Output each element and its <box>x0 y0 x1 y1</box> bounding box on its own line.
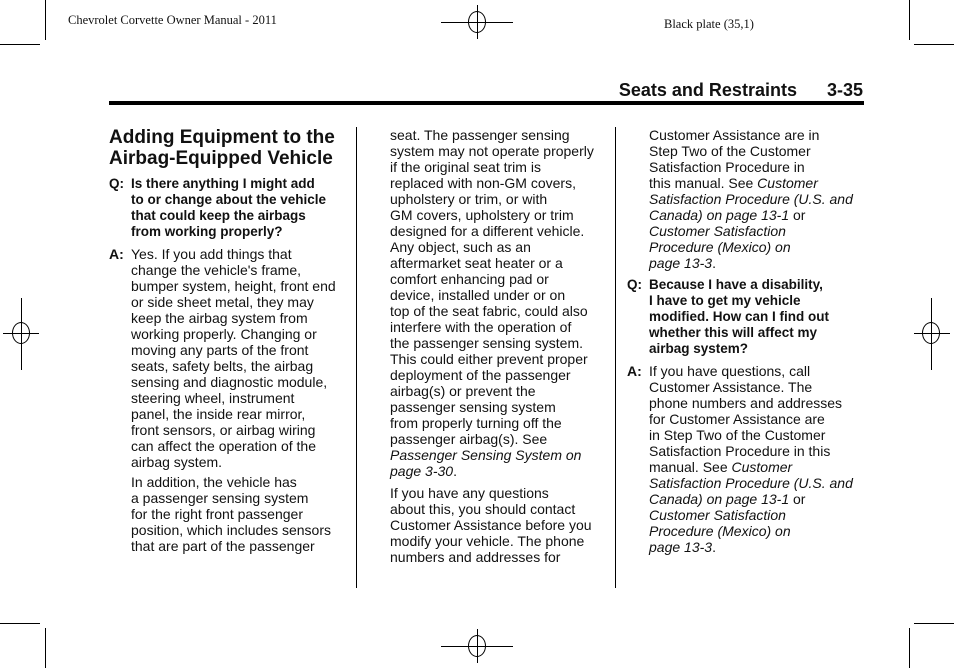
paragraph <box>109 474 354 554</box>
answer <box>109 246 354 470</box>
text-line: comfort enhancing pad or <box>390 271 549 287</box>
qa-label: Q: <box>109 176 124 191</box>
text-line: that could keep the airbags <box>131 208 306 223</box>
text-line: designed for a different vehicle. <box>390 223 585 239</box>
crop-mark <box>45 628 46 668</box>
section-heading <box>109 127 354 169</box>
text-line: working properly. Changing or <box>131 326 317 342</box>
qa-label: Q: <box>627 277 642 292</box>
text-line: Customer Assistance. The <box>649 379 813 395</box>
text-line: replaced with non-GM covers, <box>390 175 576 191</box>
heading-line: Airbag-Equipped Vehicle <box>109 148 333 169</box>
text-line: passenger airbag(s). See <box>390 431 548 447</box>
text-line: GM covers, upholstery or trim <box>390 207 574 223</box>
text-line: airbag system? <box>649 341 749 356</box>
text-line: I have to get my vehicle <box>649 293 801 308</box>
text-line: airbag system. <box>131 454 223 470</box>
page-number: 3-35 <box>826 80 863 100</box>
question <box>627 277 867 357</box>
text-line: aftermarket seat heater or a <box>390 255 563 271</box>
text-line <box>649 207 867 223</box>
qa-label: A: <box>627 363 642 379</box>
text-line: Any object, such as an <box>390 239 531 255</box>
column-divider <box>356 127 357 588</box>
text-line: deployment of the passenger <box>390 367 571 383</box>
text-line: seat. The passenger sensing <box>390 127 570 143</box>
text-line: bumper system, height, front end <box>131 278 336 294</box>
text-line: for Customer Assistance are <box>649 411 825 427</box>
text-line: from properly turning off the <box>390 415 562 431</box>
text-line: whether this will affect my <box>649 325 818 340</box>
text-line <box>649 539 867 555</box>
text-line <box>649 459 867 475</box>
text-line: that are part of the passenger <box>131 538 315 554</box>
crop-mark <box>914 623 954 624</box>
cross-reference-link[interactable]: Satisfaction Procedure (U.S. and <box>649 191 853 207</box>
text-segment: or <box>789 491 806 507</box>
text-line: about this, you should contact <box>390 501 576 517</box>
cross-reference-link[interactable]: Procedure (Mexico) on <box>649 239 791 255</box>
crop-mark <box>909 628 910 668</box>
text-line: Customer Assistance before you <box>390 517 592 533</box>
text-line: In addition, the vehicle has <box>131 474 297 490</box>
text-segment: . <box>453 463 457 479</box>
text-line: sensing and diagnostic module, <box>131 374 328 390</box>
plate-label: Black plate (35,1) <box>664 17 754 31</box>
heading-line: Adding Equipment to the <box>109 127 335 148</box>
qa-label: A: <box>109 246 124 262</box>
text-line: If you have any questions <box>390 485 549 501</box>
cross-reference-link[interactable]: Canada) on page 13-1 <box>649 207 790 223</box>
text-line: phone numbers and addresses <box>649 395 843 411</box>
text-line <box>649 223 867 239</box>
text-line: top of the seat fabric, could also <box>390 303 588 319</box>
text-line: system may not operate properly <box>390 143 594 159</box>
text-line <box>390 463 612 479</box>
text-line: seats, safety belts, the airbag <box>131 358 314 374</box>
text-line <box>649 239 867 255</box>
cross-reference-link[interactable]: Canada) on page 13-1 <box>649 491 790 507</box>
section-header <box>619 80 863 101</box>
text-line <box>649 491 867 507</box>
text-segment: or <box>789 207 806 223</box>
cross-reference-link[interactable]: Satisfaction Procedure (U.S. and <box>649 475 853 491</box>
text-line: steering wheel, instrument <box>131 390 295 406</box>
text-line: Satisfaction Procedure in this <box>649 443 831 459</box>
cross-reference-link[interactable]: Procedure (Mexico) on <box>649 523 791 539</box>
text-line <box>649 255 867 271</box>
text-line: or side sheet metal, they may <box>131 294 314 310</box>
cross-reference-link[interactable]: page 13-3 <box>649 539 713 555</box>
document-title: Chevrolet Corvette Owner Manual - 2011 <box>68 13 277 27</box>
column-2 <box>390 127 612 571</box>
cross-reference-link[interactable]: page 13-3 <box>649 255 713 271</box>
column-divider <box>615 127 616 588</box>
text-line: Is there anything I might add <box>131 176 315 191</box>
text-line: modified. How can I find out <box>649 309 829 324</box>
column-3 <box>627 127 867 561</box>
text-line: for the right front passenger <box>131 506 303 522</box>
cross-reference-link[interactable]: Customer Satisfaction <box>649 507 786 523</box>
text-line: Customer Assistance are in <box>649 127 820 143</box>
text-line: If you have questions, call <box>649 363 811 379</box>
text-line: position, which includes sensors <box>131 522 331 538</box>
cross-reference-link[interactable]: Passenger Sensing System on <box>390 447 582 463</box>
crop-mark <box>909 0 910 40</box>
text-line <box>649 175 867 191</box>
text-segment: . <box>712 539 716 555</box>
paragraph <box>390 127 612 479</box>
column-1 <box>109 127 354 560</box>
text-line: interfere with the operation of <box>390 319 572 335</box>
text-line: Satisfaction Procedure in <box>649 159 805 175</box>
cross-reference-link[interactable]: page 3-30 <box>390 463 454 479</box>
crop-mark <box>0 44 40 45</box>
text-line: airbag(s) or prevent the <box>390 383 536 399</box>
paragraph <box>390 485 612 565</box>
text-line: Yes. If you add things that <box>131 246 292 262</box>
text-line <box>649 475 867 491</box>
text-line: the passenger sensing system. <box>390 335 583 351</box>
text-line: to or change about the vehicle <box>131 192 327 207</box>
text-line: passenger sensing system <box>390 399 556 415</box>
text-line: if the original seat trim is <box>390 159 541 175</box>
text-line <box>649 507 867 523</box>
cross-reference-link[interactable]: Customer Satisfaction <box>649 223 786 239</box>
header-rule <box>109 101 864 105</box>
text-line: keep the airbag system from <box>131 310 308 326</box>
cross-reference-link[interactable]: Customer <box>757 175 818 191</box>
text-line: a passenger sensing system <box>131 490 309 506</box>
question <box>109 176 354 240</box>
crop-mark <box>45 0 46 40</box>
text-line <box>649 191 867 207</box>
crop-mark <box>0 623 40 624</box>
text-segment: manual. See <box>649 459 732 475</box>
text-line: modify your vehicle. The phone <box>390 533 585 549</box>
cross-reference-link[interactable]: Customer <box>731 459 793 475</box>
answer <box>627 363 867 555</box>
text-line: numbers and addresses for <box>390 549 561 565</box>
text-line: change the vehicle's frame, <box>131 262 301 278</box>
text-line <box>390 447 612 463</box>
text-line: moving any parts of the front <box>131 342 309 358</box>
text-line: from working properly? <box>131 224 283 239</box>
text-line: in Step Two of the Customer <box>649 427 826 443</box>
paragraph <box>627 127 867 271</box>
text-line: This could either prevent proper <box>390 351 588 367</box>
text-line: Because I have a disability, <box>649 277 823 292</box>
crop-mark <box>914 44 954 45</box>
text-line: upholstery or trim, or with <box>390 191 548 207</box>
text-line: can affect the operation of the <box>131 438 316 454</box>
text-segment: . <box>712 255 716 271</box>
text-line: device, installed under or on <box>390 287 566 303</box>
text-line <box>649 523 867 539</box>
text-segment: this manual. See <box>649 175 758 191</box>
text-line: front sensors, or airbag wiring <box>131 422 316 438</box>
text-line: panel, the inside rear mirror, <box>131 406 306 422</box>
section-title: Seats and Restraints <box>618 80 797 100</box>
text-line: Step Two of the Customer <box>649 143 811 159</box>
